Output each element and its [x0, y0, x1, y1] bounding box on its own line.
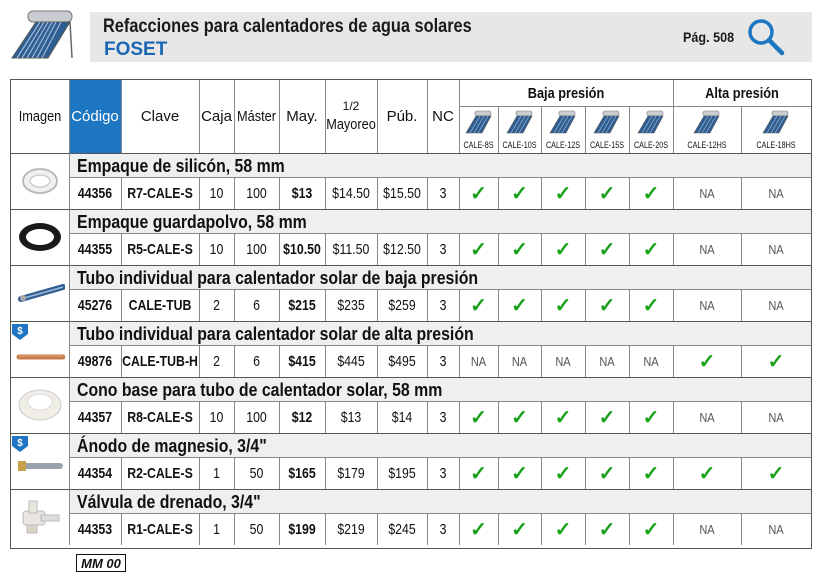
- col-divider: [69, 377, 70, 433]
- product-master: 100: [246, 240, 267, 258]
- product-price-medio-mayoreo: $13: [340, 408, 362, 426]
- col-header-may: May.: [286, 108, 318, 125]
- col-divider: [234, 401, 235, 433]
- col-divider: [427, 401, 428, 433]
- col-divider: [199, 289, 200, 321]
- col-divider: [741, 401, 742, 433]
- product-price-mayoreo: $13: [291, 184, 313, 202]
- col-divider: [377, 177, 378, 209]
- col-header-medio-mayoreo-top: 1/2: [342, 99, 360, 113]
- col-divider: [325, 513, 326, 545]
- col-divider: [279, 80, 280, 153]
- col-divider: [427, 177, 428, 209]
- col-divider: [427, 345, 428, 377]
- col-group-baja-presion: Baja presión: [527, 84, 605, 102]
- col-group-alta-presion: Alta presión: [705, 84, 779, 102]
- compatibility-mark: ✓: [698, 462, 716, 485]
- col-divider: [69, 209, 70, 265]
- col-divider: [279, 513, 280, 545]
- col-divider: [498, 457, 499, 489]
- product-clave: R2-CALE-S: [127, 464, 193, 482]
- product-title: Empaque de silicón, 58 mm: [77, 156, 285, 176]
- solar-heater-icon: [591, 110, 623, 134]
- model-name: CALE-12S: [545, 139, 581, 150]
- product-clave: R7-CALE-S: [127, 184, 193, 202]
- col-divider: [325, 401, 326, 433]
- col-divider: [427, 80, 428, 153]
- compatibility-mark: NA: [768, 297, 784, 313]
- compatibility-mark: NA: [643, 353, 659, 369]
- col-divider: [673, 345, 674, 377]
- compatibility-mark: ✓: [470, 406, 487, 429]
- col-divider: [629, 177, 630, 209]
- compatibility-mark: NA: [768, 521, 784, 537]
- col-divider: [279, 177, 280, 209]
- compatibility-mark: ✓: [698, 350, 716, 373]
- svg-text:$: $: [17, 438, 23, 449]
- col-header-codigo: Código: [69, 80, 121, 153]
- col-divider: [741, 177, 742, 209]
- col-divider: [199, 345, 200, 377]
- col-header-medio-mayoreo: Mayoreo: [326, 115, 376, 133]
- product-price-mayoreo: $10.50: [283, 240, 321, 258]
- col-divider: [541, 345, 542, 377]
- col-divider: [585, 401, 586, 433]
- product-caja: 2: [213, 352, 220, 370]
- col-divider: [673, 401, 674, 433]
- compatibility-mark: ✓: [511, 294, 528, 317]
- product-caja: 1: [213, 520, 220, 538]
- compatibility-mark: ✓: [554, 462, 572, 485]
- compatibility-mark: NA: [699, 185, 715, 201]
- col-divider: [377, 80, 378, 153]
- product-nc: 3: [439, 464, 447, 482]
- col-divider: [325, 289, 326, 321]
- model-name: CALE-8S: [463, 139, 494, 150]
- product-nc: 3: [439, 184, 447, 202]
- product-price-publico: $12.50: [383, 240, 421, 258]
- product-price-mayoreo: $415: [288, 352, 316, 370]
- compatibility-mark: NA: [768, 185, 784, 201]
- col-divider: [121, 233, 122, 265]
- page-title: Refacciones para calentadores de agua solares: [103, 16, 472, 37]
- col-divider: [234, 289, 235, 321]
- compatibility-mark: NA: [699, 297, 715, 313]
- compatibility-mark: ✓: [511, 462, 528, 485]
- compatibility-mark: NA: [768, 409, 784, 425]
- product-price-mayoreo: $12: [291, 408, 313, 426]
- compatibility-mark: ✓: [598, 406, 616, 429]
- product-image: [15, 161, 65, 201]
- dollar-tag-icon: [11, 435, 29, 453]
- solar-heater-icon: [504, 110, 536, 134]
- col-divider: [673, 80, 674, 153]
- product-caja: 10: [209, 408, 224, 426]
- col-header-pub: Púb.: [386, 108, 418, 125]
- col-divider: [69, 153, 70, 209]
- product-image: [15, 497, 65, 537]
- col-divider: [629, 106, 630, 153]
- col-divider: [427, 233, 428, 265]
- product-caja: 2: [213, 296, 220, 314]
- compatibility-mark: ✓: [642, 238, 660, 261]
- solar-heater-thumbnail: [6, 8, 80, 62]
- col-divider: [498, 177, 499, 209]
- col-divider: [279, 457, 280, 489]
- col-divider: [673, 289, 674, 321]
- col-divider: [541, 401, 542, 433]
- product-price-mayoreo: $215: [288, 296, 316, 314]
- product-codigo: 44354: [77, 464, 113, 482]
- col-divider: [234, 513, 235, 545]
- compatibility-mark: ✓: [642, 518, 660, 541]
- product-master: 50: [249, 464, 264, 482]
- compatibility-mark: ✓: [470, 182, 487, 205]
- col-divider: [585, 106, 586, 153]
- compatibility-mark: ✓: [511, 238, 528, 261]
- compatibility-mark: NA: [768, 241, 784, 257]
- col-divider: [427, 513, 428, 545]
- col-divider: [121, 289, 122, 321]
- col-divider: [234, 345, 235, 377]
- col-divider: [279, 289, 280, 321]
- col-divider: [629, 233, 630, 265]
- col-divider: [459, 345, 460, 377]
- compatibility-mark: ✓: [511, 406, 528, 429]
- col-divider: [541, 106, 542, 153]
- product-title: Tubo individual para calentador solar de baja presión: [77, 268, 479, 288]
- compatibility-mark: ✓: [598, 518, 616, 541]
- compatibility-mark: NA: [511, 353, 528, 369]
- solar-heater-icon: [463, 110, 495, 134]
- compatibility-mark: ✓: [642, 294, 660, 317]
- product-price-publico: $14: [391, 408, 413, 426]
- product-nc: 3: [439, 352, 447, 370]
- product-master: 6: [253, 296, 260, 314]
- product-caja: 10: [209, 240, 224, 258]
- compatibility-mark: NA: [470, 353, 487, 369]
- col-divider: [459, 233, 460, 265]
- compatibility-mark: ✓: [642, 406, 660, 429]
- compatibility-mark: ✓: [554, 182, 572, 205]
- compatibility-mark: NA: [699, 521, 715, 537]
- col-divider: [377, 233, 378, 265]
- col-divider: [585, 177, 586, 209]
- col-divider: [541, 457, 542, 489]
- col-divider: [459, 457, 460, 489]
- col-header-imagen: Imagen: [18, 108, 62, 125]
- col-divider: [673, 233, 674, 265]
- col-header-clave: Clave: [140, 108, 180, 125]
- col-divider: [427, 457, 428, 489]
- compatibility-mark: ✓: [470, 518, 487, 541]
- product-title: Ánodo de magnesio, 3/4": [77, 436, 267, 456]
- compatibility-mark: ✓: [554, 238, 572, 261]
- col-divider: [498, 106, 499, 153]
- product-price-publico: $495: [388, 352, 416, 370]
- compatibility-mark: ✓: [554, 406, 572, 429]
- col-divider: [69, 265, 70, 321]
- col-divider: [69, 321, 70, 377]
- product-codigo: 45276: [77, 296, 113, 314]
- product-title: Válvula de drenado, 3/4": [77, 492, 261, 512]
- product-image: [15, 217, 65, 257]
- product-nc: 3: [439, 520, 447, 538]
- col-divider: [541, 513, 542, 545]
- svg-text:$: $: [17, 326, 23, 337]
- col-divider: [325, 177, 326, 209]
- col-divider: [234, 457, 235, 489]
- col-divider: [498, 401, 499, 433]
- col-divider: [377, 345, 378, 377]
- col-divider: [377, 457, 378, 489]
- col-divider: [541, 177, 542, 209]
- col-divider: [279, 345, 280, 377]
- col-divider: [377, 289, 378, 321]
- col-divider: [121, 177, 122, 209]
- col-divider: [585, 457, 586, 489]
- col-divider: [585, 233, 586, 265]
- compatibility-mark: ✓: [598, 182, 616, 205]
- solar-heater-icon: [635, 110, 667, 134]
- dollar-tag-icon: [11, 323, 29, 341]
- compatibility-mark: ✓: [470, 238, 487, 261]
- col-divider: [199, 233, 200, 265]
- model-name: CALE-10S: [502, 139, 537, 150]
- compatibility-mark: ✓: [511, 182, 528, 205]
- col-divider: [325, 80, 326, 153]
- compatibility-mark: ✓: [598, 294, 616, 317]
- compatibility-mark: ✓: [598, 238, 616, 261]
- product-clave: R8-CALE-S: [127, 408, 193, 426]
- product-clave: R1-CALE-S: [127, 520, 193, 538]
- solar-heater-icon: [547, 110, 579, 134]
- product-master: 100: [246, 408, 267, 426]
- compatibility-mark: ✓: [598, 462, 616, 485]
- product-price-mayoreo: $199: [288, 520, 316, 538]
- col-divider: [741, 457, 742, 489]
- col-divider: [325, 345, 326, 377]
- product-price-publico: $15.50: [383, 184, 421, 202]
- col-divider: [741, 106, 742, 153]
- col-divider: [234, 177, 235, 209]
- compatibility-mark: ✓: [470, 462, 487, 485]
- product-price-publico: $259: [388, 296, 416, 314]
- col-divider: [585, 513, 586, 545]
- compatibility-mark: ✓: [554, 294, 572, 317]
- col-divider: [427, 289, 428, 321]
- col-divider: [459, 177, 460, 209]
- product-price-publico: $195: [388, 464, 416, 482]
- product-price-medio-mayoreo: $11.50: [332, 240, 370, 258]
- col-divider: [498, 289, 499, 321]
- parts-table: [10, 79, 812, 549]
- col-divider: [377, 401, 378, 433]
- col-divider: [69, 433, 70, 489]
- col-divider: [279, 401, 280, 433]
- col-divider: [325, 457, 326, 489]
- col-divider: [459, 289, 460, 321]
- solar-heater-icon: [760, 110, 792, 134]
- col-divider: [585, 345, 586, 377]
- col-divider: [199, 457, 200, 489]
- col-divider: [629, 401, 630, 433]
- col-divider: [498, 513, 499, 545]
- compatibility-mark: ✓: [767, 462, 785, 485]
- product-price-mayoreo: $165: [288, 464, 316, 482]
- compatibility-mark: NA: [699, 409, 715, 425]
- compatibility-mark: ✓: [642, 462, 660, 485]
- col-divider: [121, 401, 122, 433]
- col-divider: [741, 513, 742, 545]
- compatibility-mark: NA: [599, 353, 615, 369]
- product-price-medio-mayoreo: $219: [337, 520, 365, 538]
- col-divider: [69, 489, 70, 545]
- product-nc: 3: [439, 408, 447, 426]
- col-divider: [673, 513, 674, 545]
- product-codigo: 49876: [77, 352, 113, 370]
- col-divider: [741, 345, 742, 377]
- compatibility-mark: NA: [699, 241, 715, 257]
- product-price-medio-mayoreo: $14.50: [332, 184, 370, 202]
- product-nc: 3: [439, 240, 447, 258]
- col-divider: [629, 289, 630, 321]
- product-master: 50: [249, 520, 264, 538]
- product-clave: CALE-TUB-H: [122, 352, 198, 370]
- product-price-medio-mayoreo: $235: [337, 296, 365, 314]
- model-name: CALE-12HS: [687, 139, 727, 150]
- col-divider: [541, 233, 542, 265]
- col-divider: [121, 80, 122, 153]
- product-caja: 10: [209, 184, 224, 202]
- model-name: CALE-15S: [589, 139, 625, 150]
- product-price-medio-mayoreo: $179: [337, 464, 365, 482]
- compatibility-mark: ✓: [511, 518, 528, 541]
- model-name: CALE-18HS: [756, 139, 796, 150]
- col-divider: [673, 457, 674, 489]
- col-divider: [199, 513, 200, 545]
- compatibility-mark: ✓: [470, 294, 487, 317]
- col-divider: [69, 80, 70, 153]
- col-divider: [741, 289, 742, 321]
- product-codigo: 44356: [77, 184, 113, 202]
- compatibility-mark: ✓: [642, 182, 660, 205]
- product-image: [15, 385, 65, 425]
- col-divider: [541, 289, 542, 321]
- page-number: Pág. 508: [683, 29, 735, 45]
- col-divider: [199, 401, 200, 433]
- product-clave: CALE-TUB: [128, 296, 192, 314]
- product-price-medio-mayoreo: $445: [337, 352, 365, 370]
- col-divider: [325, 233, 326, 265]
- product-codigo: 44357: [77, 408, 113, 426]
- col-divider: [121, 345, 122, 377]
- search-icon[interactable]: [745, 16, 787, 58]
- solar-heater-icon: [691, 110, 723, 134]
- col-divider: [673, 177, 674, 209]
- col-header-master: Máster: [237, 108, 276, 125]
- header-group-divider: [459, 106, 811, 107]
- col-divider: [234, 80, 235, 153]
- brand-name: FOSET: [104, 39, 168, 60]
- col-divider: [629, 513, 630, 545]
- col-header-nc: NC: [432, 108, 454, 125]
- col-divider: [279, 233, 280, 265]
- col-divider: [498, 233, 499, 265]
- col-divider: [459, 80, 460, 153]
- col-divider: [629, 457, 630, 489]
- col-divider: [585, 289, 586, 321]
- col-divider: [121, 457, 122, 489]
- product-title: Empaque guardapolvo, 58 mm: [77, 212, 307, 232]
- model-name: CALE-20S: [633, 139, 669, 150]
- product-image: [15, 273, 65, 313]
- footer-tag: MM 00: [76, 554, 126, 572]
- product-title: Tubo individual para calentador solar de alta presión: [77, 324, 474, 344]
- product-codigo: 44355: [77, 240, 113, 258]
- product-title: Cono base para tubo de calentador solar, 58 mm: [77, 380, 443, 400]
- col-divider: [629, 345, 630, 377]
- col-divider: [741, 233, 742, 265]
- product-master: 100: [246, 184, 267, 202]
- product-master: 6: [253, 352, 260, 370]
- compatibility-mark: ✓: [554, 518, 572, 541]
- product-price-publico: $245: [388, 520, 416, 538]
- col-divider: [199, 80, 200, 153]
- col-divider: [459, 401, 460, 433]
- col-divider: [234, 233, 235, 265]
- product-clave: R5-CALE-S: [127, 240, 193, 258]
- col-divider: [199, 177, 200, 209]
- col-divider: [498, 345, 499, 377]
- col-header-caja: Caja: [201, 108, 232, 125]
- col-divider: [121, 513, 122, 545]
- product-codigo: 44353: [77, 520, 113, 538]
- compatibility-mark: NA: [555, 353, 571, 369]
- product-caja: 1: [213, 464, 220, 482]
- compatibility-mark: ✓: [767, 350, 785, 373]
- product-nc: 3: [439, 296, 447, 314]
- col-divider: [459, 513, 460, 545]
- col-divider: [377, 513, 378, 545]
